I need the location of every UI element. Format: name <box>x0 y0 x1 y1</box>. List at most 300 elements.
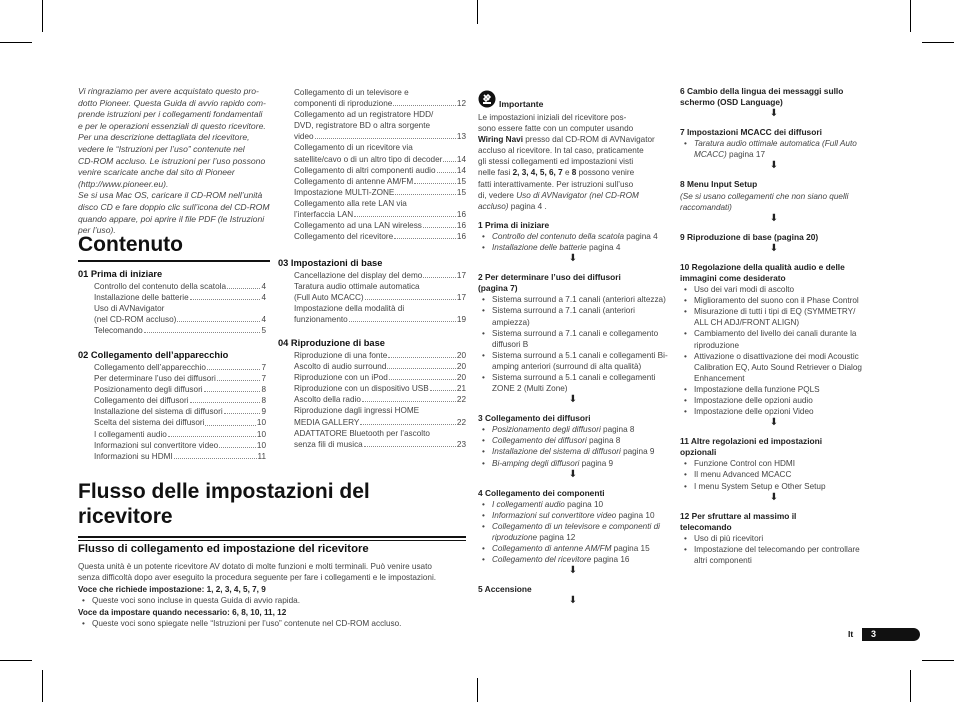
flow-step-item-ref: Collegamento di antenne AM/FM <box>492 544 612 554</box>
flow-step-item-text: pagina 10 <box>564 499 604 509</box>
intro-text <box>78 86 270 237</box>
intro-line: vedere le “Istruzioni per l’uso” contenute nel <box>78 143 245 154</box>
toc-entry-title: funzionamento <box>294 315 348 325</box>
toc-leader <box>315 138 456 139</box>
flow-step-item <box>680 533 868 544</box>
toc-leader <box>168 436 256 437</box>
flow-step-item-text: Impostazione delle opzioni audio <box>694 395 813 405</box>
toc-page-number: 15 <box>456 187 466 197</box>
intro-line: Se si usa Mac OS, caricare il CD-ROM nell’unità <box>78 190 263 201</box>
crop-mark <box>42 670 43 702</box>
flow-step-item <box>478 424 668 435</box>
required-label: Voce che richiede impostazione <box>78 585 202 594</box>
flow-step-item <box>478 543 668 554</box>
flow-step-list <box>478 231 668 253</box>
toc-list <box>94 362 266 462</box>
flow-step-title: 1 Prima di iniziare <box>478 219 550 230</box>
flow-step-item <box>680 295 868 306</box>
flow-step-list <box>478 294 668 394</box>
toc-page-number: 20 <box>456 362 466 372</box>
required-values: : 1, 2, 3, 4, 5, 7, 9 <box>201 585 266 594</box>
toc-entry-title: Informazioni sul convertitore video <box>94 440 219 450</box>
down-arrow-icon: ⬇ <box>769 160 779 172</box>
toc-list <box>294 350 466 450</box>
intro-line: (http://www.pioneer.eu). <box>78 178 169 189</box>
toc-leader <box>437 172 456 173</box>
flow-step-title: 7 Impostazioni MCACC dei diffusori <box>680 127 822 138</box>
toc-entry-title: Uso di AVNavigator <box>94 304 165 314</box>
toc-page-number: 20 <box>456 373 466 383</box>
toc-entry <box>94 325 266 336</box>
toc-entry <box>94 451 266 462</box>
flow-step-item <box>680 469 868 480</box>
flow-step-item <box>680 406 868 417</box>
flow-step-list <box>680 284 868 417</box>
flow-step-item-text: Funzione Control con HDMI <box>694 459 796 469</box>
toc-entry-title: Informazioni su HDMI <box>94 451 173 461</box>
toc-entry-title: satellite/cavo o di un altro tipo di decoder <box>294 154 443 164</box>
important-title: Importante <box>499 99 544 109</box>
flow-step-item <box>680 481 868 492</box>
important-line: di, vedere <box>478 190 517 200</box>
flow-step-title: immagini come desiderato <box>680 272 786 283</box>
flow-step-item <box>478 446 668 457</box>
toc-entry <box>94 384 266 395</box>
important-ref: accluso) <box>478 201 509 211</box>
toc-leader <box>360 424 456 425</box>
important-line: gli stessi collegamenti ed impostazioni visti <box>478 157 634 167</box>
important-steps: 2, 3, 4, 5, 6, 7 <box>512 168 563 178</box>
flow-step-item-ref: Controllo del contenuto della scatola <box>492 231 624 241</box>
flow-step-note: (Se si usano collegamenti che non siano quelli raccomandati) <box>680 191 849 212</box>
toc-entry <box>294 439 466 450</box>
toc-page-number: 13 <box>456 132 466 142</box>
toc-entry-title: Telecomando <box>94 326 143 336</box>
flow-step <box>680 262 868 417</box>
toc-page-number: 10 <box>256 418 266 428</box>
toc-entry-title: Riproduzione di una fonte <box>294 351 388 360</box>
intro-line: disco CD e fare doppio clic sull’icona del CD-ROM <box>78 201 270 212</box>
toc-entry <box>94 440 266 451</box>
toc-entry-title: (nel CD-ROM accluso) <box>94 315 177 325</box>
toc-entry-title: Ascolto di audio surround <box>294 362 387 372</box>
flow-step <box>680 86 868 108</box>
flow-step-item-text: Impostazione del telecomando per controllare altri componenti <box>694 544 860 565</box>
toc-entry-title: ADATTATORE Bluetooth per l’ascolto <box>294 428 430 438</box>
flow-step <box>680 511 868 566</box>
optional-label: Voce da impostare quando necessario <box>78 608 228 617</box>
toc-page-number: 4 <box>261 293 266 303</box>
flow-step-title: opzionali <box>680 447 717 458</box>
toc-section-title: 04 Riproduzione di base <box>278 338 385 348</box>
toc-entry-title: Collegamento di un televisore e <box>294 88 409 97</box>
toc-page-number: 15 <box>456 176 466 186</box>
intro-line: Vi ringraziamo per avere acquistato questo pro- <box>78 86 259 96</box>
intro-line: e per le operazioni essenziali di questo ricevitore. <box>78 120 266 131</box>
flow-subheading: Flusso di collegamento ed impostazione del ricevitore <box>78 543 369 555</box>
page-number: 3 <box>871 629 877 639</box>
important-text <box>478 112 668 212</box>
toc-entry <box>94 429 266 440</box>
flow-step-list <box>680 138 868 160</box>
flow-step-item-text: Miglioramento del suono con il Phase Control <box>694 296 859 306</box>
crop-mark <box>477 678 478 702</box>
toc-leader <box>349 321 456 322</box>
toc-leader <box>394 238 456 239</box>
toc-page-number: 22 <box>456 395 466 405</box>
flow-step-item <box>478 328 668 350</box>
toc-entry-title: Collegamento di altri componenti audio <box>294 165 436 175</box>
flow-step <box>680 127 868 160</box>
toc-entry-title: componenti di riproduzione <box>294 99 393 109</box>
toc-leader <box>393 105 456 106</box>
flow-step-item <box>478 231 668 242</box>
toc-leader <box>217 380 261 381</box>
toc-entry-title: Collegamento ad una LAN wireless <box>294 221 422 231</box>
flow-step-item <box>478 350 668 372</box>
toc-leader <box>204 391 261 392</box>
important-line: Le impostazioni iniziali del ricevitore pos- <box>478 113 627 122</box>
flow-step-item <box>680 351 868 384</box>
toc-entry-title: Installazione delle batterie <box>94 293 189 303</box>
flow-step-item-text: pagina 8 <box>586 436 621 446</box>
toc-entry <box>94 362 266 373</box>
important-line: sono essere fatte con un computer usando <box>478 124 634 134</box>
toc-page-number: 10 <box>256 440 266 450</box>
flow-step-list <box>680 533 868 566</box>
flow-step-item <box>680 458 868 469</box>
toc-page-number: 19 <box>456 315 466 325</box>
flow-step-item <box>478 458 668 469</box>
intro-line: quando appare, poi aprire il file PDF (le Istruzioni <box>78 213 265 224</box>
important-steps: 8 <box>571 168 577 178</box>
flow-step-item-text: Sistema surround a 7.1 canali e collegamento diffusori B <box>492 328 659 349</box>
toc-leader <box>389 379 456 380</box>
toc-leader <box>207 369 260 370</box>
toc-page-number: 17 <box>456 271 466 280</box>
flow-body <box>78 561 468 629</box>
important-line: pagina 4 . <box>508 201 547 211</box>
important-line: fatti interattivamente. Per istruzioni sull’uso <box>478 179 634 189</box>
flow-step-item-text: Il menu Advanced MCACC <box>694 470 792 480</box>
flow-step-title: schermo (OSD Language) <box>680 97 783 108</box>
crop-mark <box>0 42 32 43</box>
toc-entry-title: Collegamento dell’apparecchio <box>94 363 206 372</box>
toc-leader <box>423 277 456 278</box>
flow-step-item <box>478 435 668 446</box>
toc-leader <box>177 321 260 322</box>
toc-leader <box>354 216 456 217</box>
flow-step-list <box>478 499 668 566</box>
toc-leader <box>430 390 456 391</box>
flow-step-item <box>680 138 868 160</box>
flow-step-item-ref: Posizionamento degli diffusori <box>492 425 601 435</box>
toc-leader <box>144 332 261 333</box>
toc-entry-title: Collegamento dei diffusori <box>94 396 189 406</box>
toc-entry-title: Posizionamento degli diffusori <box>94 385 203 395</box>
flow-step-item-text: pagina 12 <box>537 533 576 542</box>
flow-step-title: 3 Collegamento dei diffusori <box>478 413 591 424</box>
flow-step-item-text: Attivazione o disattivazione dei modi Acoustic Calibration EQ, Auto Sound Retriever o Dialog Enhancement <box>694 351 862 383</box>
toc-entry-title: Riproduzione dagli ingressi HOME <box>294 406 420 416</box>
toc-leader <box>365 299 456 300</box>
flow-heading <box>78 479 468 529</box>
toc-entry <box>294 131 466 142</box>
language-label: It <box>848 629 854 639</box>
toc-entry <box>294 270 466 281</box>
flow-step-title: 6 Cambio della lingua dei messaggi sullo <box>680 86 844 96</box>
flow-step-item-text: I menu System Setup e Other Setup <box>694 481 826 491</box>
important-ref: Uso di AVNavigator (nel CD-ROM <box>516 190 639 200</box>
important-header <box>478 90 668 112</box>
crop-mark <box>42 0 43 32</box>
flow-step <box>478 272 668 394</box>
required-note: • Queste voci sono incluse in questa Guida di avvio rapida. <box>78 595 468 606</box>
toc-entry <box>94 292 266 303</box>
toc-page-number: 12 <box>456 99 466 109</box>
wiring-navi: Wiring Navi <box>478 135 523 145</box>
toc-entry <box>294 361 466 372</box>
toc-page-number: 20 <box>456 351 466 360</box>
flow-step <box>478 220 668 253</box>
heading-rule-thin <box>78 540 466 541</box>
crop-mark <box>0 660 32 661</box>
flow-step-list <box>680 458 868 491</box>
flow-step-item <box>680 328 868 350</box>
flow-step-item-text: pagina 9 <box>620 447 655 457</box>
toc-page-number: 16 <box>456 210 466 220</box>
flow-step-title: 5 Accensione <box>478 584 532 595</box>
toc-entry <box>94 281 266 292</box>
flow-step-item <box>680 544 868 566</box>
flow-step-item-text: Sistema surround a 5.1 canali e collegamenti Bi-amping anteriori (surround di alta qualità) <box>492 350 668 371</box>
flow-step-item-ref: Collegamento del ricevitore <box>492 555 592 565</box>
flow-step-title: (pagina 7) <box>478 283 518 294</box>
flow-step <box>680 436 868 491</box>
important-line: nelle fasi <box>478 168 513 178</box>
toc-leader <box>224 413 261 414</box>
flow-step-item-text: Sistema surround a 5.1 canali e collegamenti ZONE 2 (Multi Zone) <box>492 372 656 394</box>
toc-page-number: 7 <box>261 363 266 372</box>
flow-step-title: telecomando <box>680 521 732 532</box>
toc-entry <box>294 350 466 361</box>
crop-mark <box>910 0 911 32</box>
flow-step-title: 4 Collegamento dei componenti <box>478 487 605 498</box>
toc-leader <box>388 357 456 358</box>
toc-entry-title: Ascolto della radio <box>294 395 361 405</box>
heading-rule <box>78 536 466 538</box>
toc-entry <box>94 373 266 384</box>
toc-entry-title: Per determinare l’uso dei diffusori <box>94 374 216 384</box>
toc-page-number: 4 <box>261 315 266 325</box>
optional-values: : 6, 8, 10, 11, 12 <box>227 608 287 617</box>
flow-step-item-ref: Bi-amping degli diffusori <box>492 458 580 468</box>
toc-entry <box>294 165 466 176</box>
flow-step-item <box>478 499 668 510</box>
toc-entry <box>294 394 466 405</box>
important-line: presso dal CD-ROM di AVNavigator <box>522 135 655 145</box>
page-number-badge <box>862 628 920 641</box>
toc-leader <box>364 446 456 447</box>
flow-step-item-text: pagina 10 <box>616 510 655 520</box>
toc-leader <box>395 194 455 195</box>
toc-leader <box>227 288 260 289</box>
toc-entry <box>294 314 466 325</box>
toc-entry <box>294 176 466 187</box>
toc-leader <box>387 368 455 369</box>
toc-page-number: 16 <box>456 221 466 231</box>
toc-page-number: 11 <box>257 451 266 461</box>
toc-page-number: 16 <box>456 232 466 242</box>
down-arrow-icon: ⬇ <box>769 242 779 254</box>
toc-entry-title: Scelta del sistema dei diffusori <box>94 418 205 428</box>
flow-steps-column <box>478 90 668 614</box>
flow-step-item-text: Uso dei vari modi di ascolto <box>694 285 795 295</box>
toc-entry-title: Collegamento di un ricevitore via <box>294 143 413 153</box>
flow-step-item-ref: I collegamenti audio <box>492 499 565 509</box>
toc-entry-title: Collegamento del ricevitore <box>294 232 394 242</box>
page-footer <box>848 628 920 641</box>
toc-entry-title: l’interfaccia LAN <box>294 210 354 220</box>
flow-step-item-text: Impostazione della funzione PQLS <box>694 384 820 394</box>
toc-entry-title: Impostazione della modalità di <box>294 304 405 314</box>
toc-entry-title: video <box>294 132 314 142</box>
toc-entry <box>294 372 466 383</box>
flow-step-item-ref: Taratura audio ottimale automatica (Full Auto MCACC) <box>694 139 857 160</box>
toc-entry-title: senza fili di musica <box>294 439 363 449</box>
flow-step-item-text: pagina 4 <box>586 243 621 253</box>
flow-step-item-text: Impostazione delle opzioni Video <box>694 407 814 417</box>
flow-step-title: 12 Per sfruttare al massimo il <box>680 510 797 521</box>
toc-page-number: 10 <box>256 429 266 439</box>
flow-step-item-text: pagina 15 <box>611 544 650 554</box>
down-arrow-icon: ⬇ <box>568 253 578 265</box>
intro-line: per l’uso). <box>78 225 116 236</box>
flow-step-item-text: Sistema surround a 7.1 canali (anteriori ampiezza) <box>492 306 635 327</box>
flow-step-title: 2 Per determinare l’uso dei diffusori <box>478 272 621 283</box>
toc-entry <box>294 231 466 242</box>
toc-page-number: 8 <box>261 385 266 395</box>
flow-step <box>478 488 668 566</box>
toc-entry-title: (Full Auto MCACC) <box>294 293 364 303</box>
toc-leader <box>414 183 456 184</box>
flow-paragraph: Questa unità è un potente ricevitore AV dotato di molte funzioni e molti terminali. Può venire usato <box>78 562 432 571</box>
toc-page-number: 4 <box>261 282 266 291</box>
toc-entry <box>294 383 466 394</box>
toc-entry <box>294 209 466 220</box>
toc-leader <box>362 401 456 402</box>
toc-leader <box>190 299 261 300</box>
flow-step-item-ref: Collegamento dei diffusori <box>492 436 587 446</box>
down-arrow-icon: ⬇ <box>568 468 578 480</box>
flow-step-item <box>478 294 668 305</box>
flow-step-item <box>478 372 668 394</box>
intro-line: dotto Pioneer. Questa Guida di avvio rapido com- <box>78 97 266 108</box>
intro-line: venire scaricate anche dal sito di Pioneer <box>78 167 235 178</box>
toc-entry <box>294 98 466 109</box>
toc-section-title: 02 Collegamento dell’apparecchio <box>78 350 229 360</box>
flow-step-item-text: Uso di più ricevitori <box>694 533 764 543</box>
flow-step-item-ref: Installazione delle batterie <box>492 243 587 253</box>
toc-entry-title: Collegamento di antenne AM/FM <box>294 176 414 186</box>
flow-step-list <box>478 424 668 468</box>
crop-mark <box>477 0 478 24</box>
flow-step-item-text: pagina 16 <box>591 555 630 565</box>
toc-page-number: 14 <box>456 154 466 164</box>
flow-step-item-ref: Installazione del sistema di diffusori <box>492 447 621 457</box>
flow-step-item-text: Cambiamento del livello dei canali durante la riproduzione <box>694 329 857 350</box>
toc-page-number: 21 <box>456 384 466 394</box>
toc-section-title: 01 Prima di iniziare <box>78 269 163 279</box>
flow-heading-line: Flusso delle impostazioni del <box>78 480 370 503</box>
down-arrow-icon: ⬇ <box>769 108 779 120</box>
down-arrow-icon: ⬇ <box>769 491 779 503</box>
flow-step-item-ref: Informazioni sul convertitore video <box>492 510 617 520</box>
toc-page-number: 7 <box>261 374 266 384</box>
flow-step-item-text: pagina 17 <box>726 150 765 160</box>
toc-page-number: 23 <box>456 439 466 449</box>
flow-step-item <box>680 284 868 295</box>
intro-line: Per una descrizione dettagliata del ricevitore, <box>78 132 250 143</box>
toc-entry-title: Installazione del sistema di diffusori <box>94 407 223 417</box>
flow-step-item <box>478 521 668 543</box>
important-line: e <box>562 168 572 178</box>
toc-entry <box>94 395 266 406</box>
toc-entry-title: Taratura audio ottimale automatica <box>294 282 420 292</box>
flow-step-item-text: Sistema surround a 7.1 canali (anteriori altezza) <box>492 295 666 305</box>
important-line: accluso al ricevitore. In tal caso, praticamente <box>478 146 644 156</box>
toc-page-number: 8 <box>261 396 266 406</box>
flow-step-item-ref: Collegamento di un televisore e componenti di riproduzione <box>492 521 660 542</box>
toc-entry <box>94 417 266 428</box>
flow-step <box>680 232 868 243</box>
toc-entry-title: Controllo del contenuto della scatola <box>94 282 226 291</box>
flow-step-title: 8 Menu Input Setup <box>680 179 758 190</box>
toc-entry <box>94 406 266 417</box>
flow-step-item <box>478 305 668 327</box>
intro-line: prende istruzioni per i collegamenti fondamentali <box>78 109 263 120</box>
flow-step <box>680 179 868 212</box>
crop-mark <box>922 660 954 661</box>
toc-entry-title: MEDIA GALLERY <box>294 417 360 427</box>
down-arrow-icon: ⬇ <box>568 394 578 406</box>
toc-entry-title: I collegamenti audio <box>94 429 167 439</box>
toc-entry <box>294 292 466 303</box>
contents-heading: Contenuto <box>78 233 183 256</box>
toc-leader <box>190 402 261 403</box>
toc-list <box>94 281 266 336</box>
toc-entry <box>94 314 266 325</box>
flow-heading-line: ricevitore <box>78 505 173 528</box>
flow-paragraph: senza difficoltà dopo aver eseguito la procedura seguente per fare i collegamenti e le impostazioni. <box>78 573 437 582</box>
flow-step-title: 11 Altre regolazioni ed impostazioni <box>680 436 823 447</box>
flow-step-item-text: pagina 4 <box>624 231 658 241</box>
toc-list <box>294 87 466 242</box>
optional-note: • Queste voci sono spiegate nelle “Istruzioni per l’uso” contenute nel CD-ROM accluso. <box>78 618 468 629</box>
flow-step-item-text: pagina 9 <box>579 458 614 468</box>
flow-step-item-text: pagina 8 <box>600 425 635 435</box>
toc-entry-title: Impostazione MULTI-ZONE <box>294 187 395 197</box>
toc-leader <box>205 425 255 426</box>
toc-leader <box>219 447 256 448</box>
flow-step-item <box>478 510 668 521</box>
toc-page-number: 14 <box>456 165 466 175</box>
toc-entry-title: Cancellazione del display del demo <box>294 271 423 280</box>
flow-step-item <box>680 395 868 406</box>
toc-entry <box>294 417 466 428</box>
down-arrow-icon: ⬇ <box>769 212 779 224</box>
toc-entry-title: DVD, registratore BD o altra sorgente <box>294 121 431 131</box>
